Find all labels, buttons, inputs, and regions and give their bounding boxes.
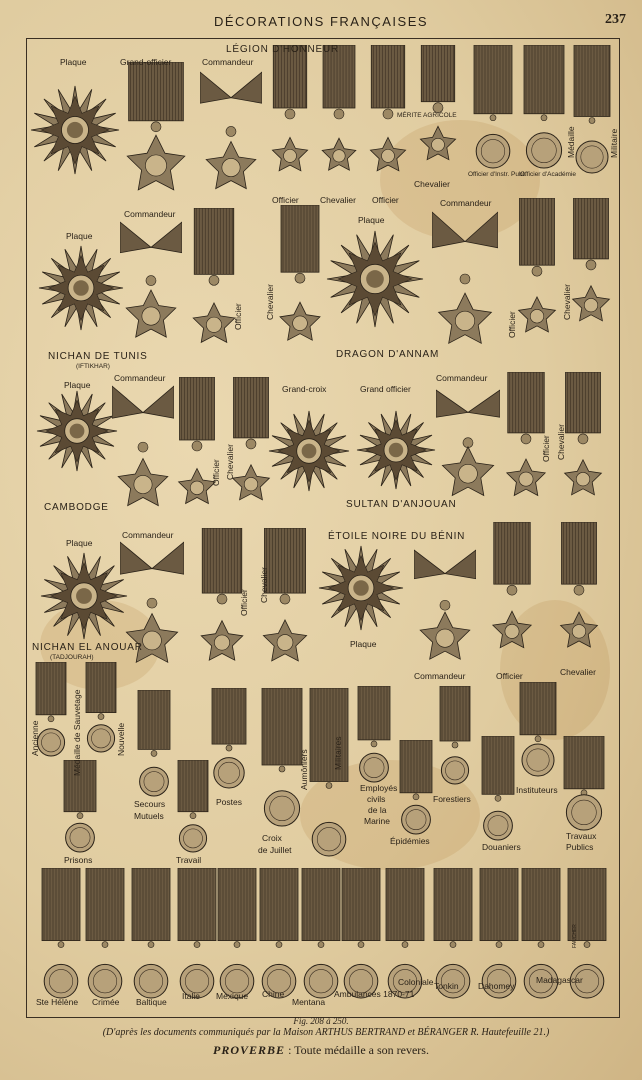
campaign-medal-6 <box>258 868 300 1000</box>
medal-label: Officier <box>507 311 517 338</box>
epidemies <box>398 740 434 836</box>
anouar-plaque <box>40 552 128 640</box>
aumoniers-militaires <box>308 688 350 858</box>
medal-label: Commandeur <box>436 373 488 383</box>
tunis-commandeur <box>120 220 182 350</box>
instituteurs <box>518 682 558 778</box>
medaille-militaire <box>572 45 612 175</box>
medal-label: Chevalier <box>562 284 572 320</box>
annam-commandeur <box>432 210 498 360</box>
benin-commandeur <box>414 548 476 670</box>
medal-label: Travail <box>176 855 202 865</box>
medal-label: Commandeur <box>114 373 166 383</box>
medal-label: Officier <box>233 303 243 330</box>
medal-label: Chevalier <box>320 195 356 205</box>
anjouan-commandeur <box>436 388 500 504</box>
medal-label: Grand-croix <box>282 384 327 394</box>
medal-label: Douaniers <box>482 842 521 852</box>
medal-label: Secours <box>134 799 166 809</box>
medal-label: Militaire <box>609 128 619 158</box>
medal-label: Chevalier <box>556 424 566 460</box>
medal-label: Ancienne <box>30 720 40 756</box>
anouar-subtitle: (TADJOURAH) <box>50 654 94 661</box>
medal-label: Aumôniers <box>299 749 309 790</box>
medal-label: Commandeur <box>440 198 492 208</box>
medal-label: Chevalier <box>225 444 235 480</box>
medal-label: Instituteurs <box>516 785 558 795</box>
tunis-chevalier <box>275 205 325 365</box>
medal-label: Plaque <box>66 538 93 548</box>
medal-label: Ambulances 1870-71 <box>334 989 415 999</box>
campaign-medal-3 <box>130 868 172 1000</box>
medal-label: Coloniale <box>398 977 434 987</box>
page-title: DÉCORATIONS FRANÇAISES <box>213 14 429 29</box>
legion-officier <box>268 45 312 195</box>
anjouan-grand-officier <box>356 410 436 490</box>
medal-label: civils <box>367 794 386 804</box>
travail <box>176 760 210 854</box>
medal-label: Postes <box>216 797 242 807</box>
legion-grand-officier <box>120 62 192 202</box>
campaign-medal-7 <box>300 868 342 1000</box>
annam-title: DRAGON D'ANNAM <box>336 349 440 360</box>
anouar-chevalier <box>258 528 312 683</box>
medal-label: Croix <box>262 833 282 843</box>
cambodge-officier <box>174 377 220 527</box>
medal-label: Officier <box>541 435 551 462</box>
proverb-label: PROVERBE <box>213 1043 286 1057</box>
medal-label: Commandeur <box>124 209 176 219</box>
medal-label: Chevalier <box>265 284 275 320</box>
medal-label: Médaille <box>566 126 576 158</box>
douaniers <box>480 736 516 842</box>
anjouan-chevalier <box>560 372 606 517</box>
medal-label: Grand officier <box>360 384 411 394</box>
legion-title: LÉGION D'HONNEUR <box>226 44 340 55</box>
campaign-medal-1 <box>40 868 82 1000</box>
campaign-medal-8 <box>340 868 382 1000</box>
cambodge-title: CAMBODGE <box>44 502 109 513</box>
medal-label: MÉRITE AGRICOLE <box>397 112 457 119</box>
anouar-title: NICHAN EL ANOUAR <box>32 642 143 653</box>
medal-label: Plaque <box>358 215 385 225</box>
medal-label: Officier <box>372 195 399 205</box>
medal-label: Crimée <box>92 997 120 1007</box>
medal-label: Chevalier <box>560 667 596 677</box>
medal-label: Mentana <box>292 997 326 1007</box>
engraver-signature: FAUCHER <box>572 924 578 948</box>
medal-label: Officier d'Instr. Publ. <box>468 171 526 178</box>
annam-chevalier <box>568 198 614 343</box>
figure-caption: Fig. 208 à 250. <box>293 1016 349 1026</box>
medal-label: Commandeur <box>202 57 254 67</box>
anouar-commandeur <box>120 540 184 676</box>
anjouan-title: SULTAN D'ANJOUAN <box>346 499 457 510</box>
employes-civils-marine <box>356 686 392 784</box>
benin-plaque <box>318 545 404 631</box>
medal-label: Plaque <box>66 231 93 241</box>
annam-plaque <box>326 230 424 328</box>
medal-label: Médaille de Sauvetage <box>72 689 82 776</box>
medal-label: Ste Hélène <box>36 997 79 1007</box>
medal-label: Travaux <box>566 831 597 841</box>
postes <box>210 688 248 790</box>
medal-label: Officier <box>211 459 221 486</box>
medal-label: Plaque <box>60 57 87 67</box>
legion-plaque <box>30 85 120 175</box>
officier-instruction-publique <box>472 45 514 170</box>
officier-academie <box>522 45 566 170</box>
medal-label: Grand-officier <box>120 57 172 67</box>
benin-chevalier <box>556 522 602 670</box>
medal-label: Chevalier <box>414 179 450 189</box>
legion-chevalier <box>318 45 360 195</box>
medal-label: Épidémies <box>390 836 430 846</box>
proverb-text: : Toute médaille a son revers. <box>288 1043 429 1057</box>
medal-label: Forestiers <box>433 794 471 804</box>
medal-label: de la <box>368 805 387 815</box>
medal-label: Dahomey <box>478 981 515 991</box>
medal-label: de Juillet <box>258 845 292 855</box>
source-note: (D'après les documents communiqués par la Maison ARTHUS BERTRAND et BÉRANGER R. Hautefeuille 21.) <box>102 1027 550 1038</box>
medal-label: Publics <box>566 842 594 852</box>
proverb <box>0 1043 642 1058</box>
secours-mutuels <box>136 690 172 798</box>
anjouan-grand-croix <box>268 410 350 492</box>
croix-de-juillet <box>260 688 304 828</box>
medal-label: Tonkin <box>434 981 459 991</box>
medal-label: Employés <box>360 783 398 793</box>
page-number: 237 <box>605 12 626 27</box>
medal-label: Commandeur <box>414 671 466 681</box>
tunis-subtitle: (IFTIKHAR) <box>76 363 110 370</box>
medal-label: Mutuels <box>134 811 164 821</box>
medal-label: Italie <box>182 991 200 1001</box>
medal-label: Militaires <box>333 736 343 770</box>
medal-label: Mexique <box>216 991 249 1001</box>
medal-label: Officier <box>272 195 299 205</box>
medal-label: Plaque <box>350 639 377 649</box>
cambodge-commandeur <box>112 384 174 520</box>
medal-label: Plaque <box>64 380 91 390</box>
medal-label: Prisons <box>64 855 93 865</box>
travaux-publics <box>562 736 606 832</box>
medal-label: Commandeur <box>122 530 174 540</box>
medal-label: Chine <box>262 989 285 999</box>
forestiers <box>438 686 472 786</box>
medal-label: Nouvelle <box>116 722 126 756</box>
medal-label: Officier <box>496 671 523 681</box>
medal-label: Madagascar <box>536 975 583 985</box>
sauvetage-nouvelle <box>84 662 118 754</box>
cambodge-plaque <box>36 390 118 472</box>
tunis-officier <box>188 208 240 366</box>
annam-officier <box>514 198 560 358</box>
tunis-plaque <box>38 245 124 331</box>
legion-commandeur <box>200 70 262 202</box>
benin-officier <box>488 522 536 670</box>
campaign-medal-4 <box>176 868 218 1000</box>
medal-label: Officier d'Académie <box>520 171 577 178</box>
tunis-title: NICHAN DE TUNIS <box>48 351 148 362</box>
medal-label: Baltique <box>136 997 167 1007</box>
campaign-medal-5 <box>216 868 258 1000</box>
medal-label: Chevalier <box>259 567 269 603</box>
medal-label: Marine <box>364 816 390 826</box>
campaign-medal-2 <box>84 868 126 1000</box>
merite-agricole-officier <box>366 45 410 195</box>
medal-label: Officier <box>239 589 249 616</box>
benin-title: ÉTOILE NOIRE DU BÉNIN <box>328 531 466 542</box>
